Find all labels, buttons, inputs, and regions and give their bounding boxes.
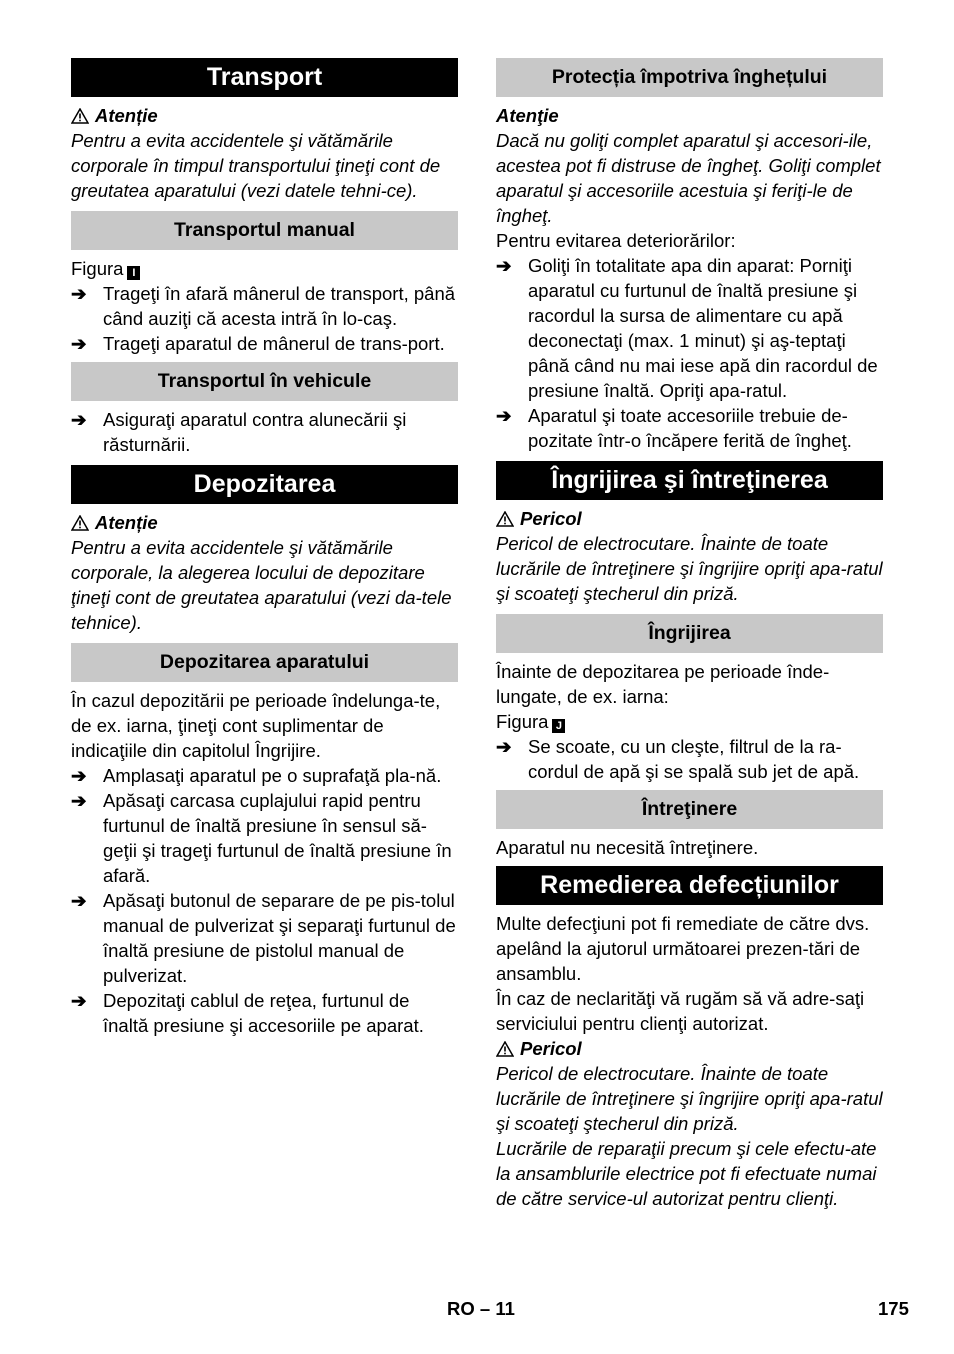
paragraph: În cazul depozitării pe perioade îndelunga-te, de ex. iarna, ţineţi cont suplimentar de indicaţiile din capitolul Îngrijire. <box>71 690 441 761</box>
heading-device-storage: Depozitarea aparatului <box>71 643 458 682</box>
paragraph: În caz de neclarităţi vă rugăm să vă adre-saţi serviciului pentru clienţi autorizat. <box>496 988 865 1034</box>
arrow-right-icon: ➔ <box>496 405 512 426</box>
warning-triangle-icon <box>496 511 514 527</box>
heading-transport-manual: Transportul manual <box>71 211 458 250</box>
list-item: ➔ Se scoate, cu un cleşte, filtrul de la ra-cordul de apă şi se spală sub jet de apă. <box>496 736 860 782</box>
warning-label: Atenție <box>71 510 458 535</box>
heading-care-maintenance: Îngrijirea şi întreţinerea <box>496 461 883 500</box>
warning-label: Atenţie <box>496 105 559 126</box>
warning-label: Pericol <box>496 506 883 531</box>
warning-text: Pericol de electrocutare. Înainte de toate lucrările de întreţinere şi îngrijire opriţi apa-ratul şi scoateţi ştecherul din priză. <box>496 533 883 604</box>
heading-maintenance: Întreţinere <box>496 790 883 829</box>
warning-triangle-icon <box>71 108 89 124</box>
footer-page-number: 175 <box>878 1298 909 1319</box>
arrow-right-icon: ➔ <box>71 333 87 354</box>
figure-reference: Figura I <box>71 256 458 281</box>
list-item: ➔ Apăsaţi carcasa cuplajului rapid pentru furtunul de înaltă presiune în sensul să-geţii şi trageţi furtunul de înaltă presiune în afară. <box>71 790 452 886</box>
warning-text: Pentru a evita accidentele şi vătămările corporale, la alegerea locului de depozitare ţineţi cont de greutatea aparatului (vezi da-tele tehnice). <box>71 537 452 633</box>
arrow-right-icon: ➔ <box>71 765 87 786</box>
paragraph: Înainte de depozitarea pe perioade înde-lungate, de ex. iarna: <box>496 661 830 707</box>
heading-transport: Transport <box>71 58 458 97</box>
paragraph: Aparatul nu necesită întreţinere. <box>496 837 759 858</box>
arrow-right-icon: ➔ <box>71 990 87 1011</box>
warning-text: Pentru a evita accidentele şi vătămările corporale în timpul transportului ţineţi cont de greutatea aparatului (vezi datele tehni-ce). <box>71 130 441 201</box>
heading-care: Îngrijirea <box>496 614 883 653</box>
warning-text: Pericol de electrocutare. Înainte de toate lucrările de întreţinere şi îngrijire opriţi apa-ratul şi scoateţi ştecherul din priză. <box>496 1063 883 1134</box>
heading-transport-vehicle: Transportul în vehicule <box>71 362 458 401</box>
figure-box: I <box>127 266 140 280</box>
arrow-right-icon: ➔ <box>71 283 87 304</box>
arrow-right-icon: ➔ <box>496 255 512 276</box>
heading-troubleshooting: Remedierea defecțiunilor <box>496 866 883 905</box>
warning-text: Lucrările de reparaţii precum şi cele efectu-ate la ansamblurile electrice pot fi efectuate numai de către service-ul autorizat pentru clienţi. <box>496 1138 877 1209</box>
list-item: ➔ Aparatul şi toate accesoriile trebuie de-pozitate într-o încăpere ferită de îngheţ. <box>496 405 852 451</box>
warning-triangle-icon <box>71 515 89 531</box>
arrow-right-icon: ➔ <box>71 790 87 811</box>
list-item: ➔ Depozitaţi cablul de reţea, furtunul de înaltă presiune şi accesoriile pe aparat. <box>71 990 424 1036</box>
warning-label: Pericol <box>496 1036 883 1061</box>
left-column <box>71 58 458 1038</box>
warning-triangle-icon <box>496 1041 514 1057</box>
figure-box: J <box>552 719 565 733</box>
warning-text: Dacă nu goliţi complet aparatul şi accesori-ile, acestea pot fi distruse de îngheţ. Goliţi complet aparatul şi accesoriile acestuia şi feriţi-le de îngheţ. <box>496 130 881 226</box>
heading-frost-protection: Protecția împotriva înghețului <box>496 58 883 97</box>
heading-storage: Depozitarea <box>71 465 458 504</box>
list-item: ➔ Asiguraţi aparatul contra alunecării şi răsturnării. <box>71 409 407 455</box>
warning-label: Atenție <box>71 103 458 128</box>
right-column <box>496 58 883 1211</box>
paragraph: Multe defecţiuni pot fi remediate de către dvs. apelând la ajutorul următoarei prezen-tări de ansamblu. <box>496 913 870 984</box>
list-item: ➔ Trageţi în afară mânerul de transport, până când auziţi că acesta intră în lo-caş. <box>71 283 456 329</box>
figure-reference: Figura J <box>496 709 883 734</box>
arrow-right-icon: ➔ <box>71 409 87 430</box>
paragraph: Pentru evitarea deteriorărilor: <box>496 230 736 251</box>
list-item: ➔ Goliţi în totalitate apa din aparat: Porniţi aparatul cu furtunul de înaltă presiune şi racordul la sursa de alimentare cu apă deconectaţi (max. 1 minut) şi aş-teptaţi până când nu mai iese apă din racordul de presiune înaltă. Opriţi apa-ratul. <box>496 255 878 401</box>
arrow-right-icon: ➔ <box>496 736 512 757</box>
arrow-right-icon: ➔ <box>71 890 87 911</box>
list-item: ➔ Trageţi aparatul de mânerul de trans-port. <box>71 333 445 354</box>
list-item: ➔ Amplasaţi aparatul pe o suprafaţă pla-nă. <box>71 765 442 786</box>
footer-section-number: RO – 11 <box>447 1298 515 1319</box>
list-item: ➔ Apăsaţi butonul de separare de pe pis-tolul manual de pulverizat şi separaţi furtunul de înaltă presiune de pistolul manual de pulverizat. <box>71 890 456 986</box>
